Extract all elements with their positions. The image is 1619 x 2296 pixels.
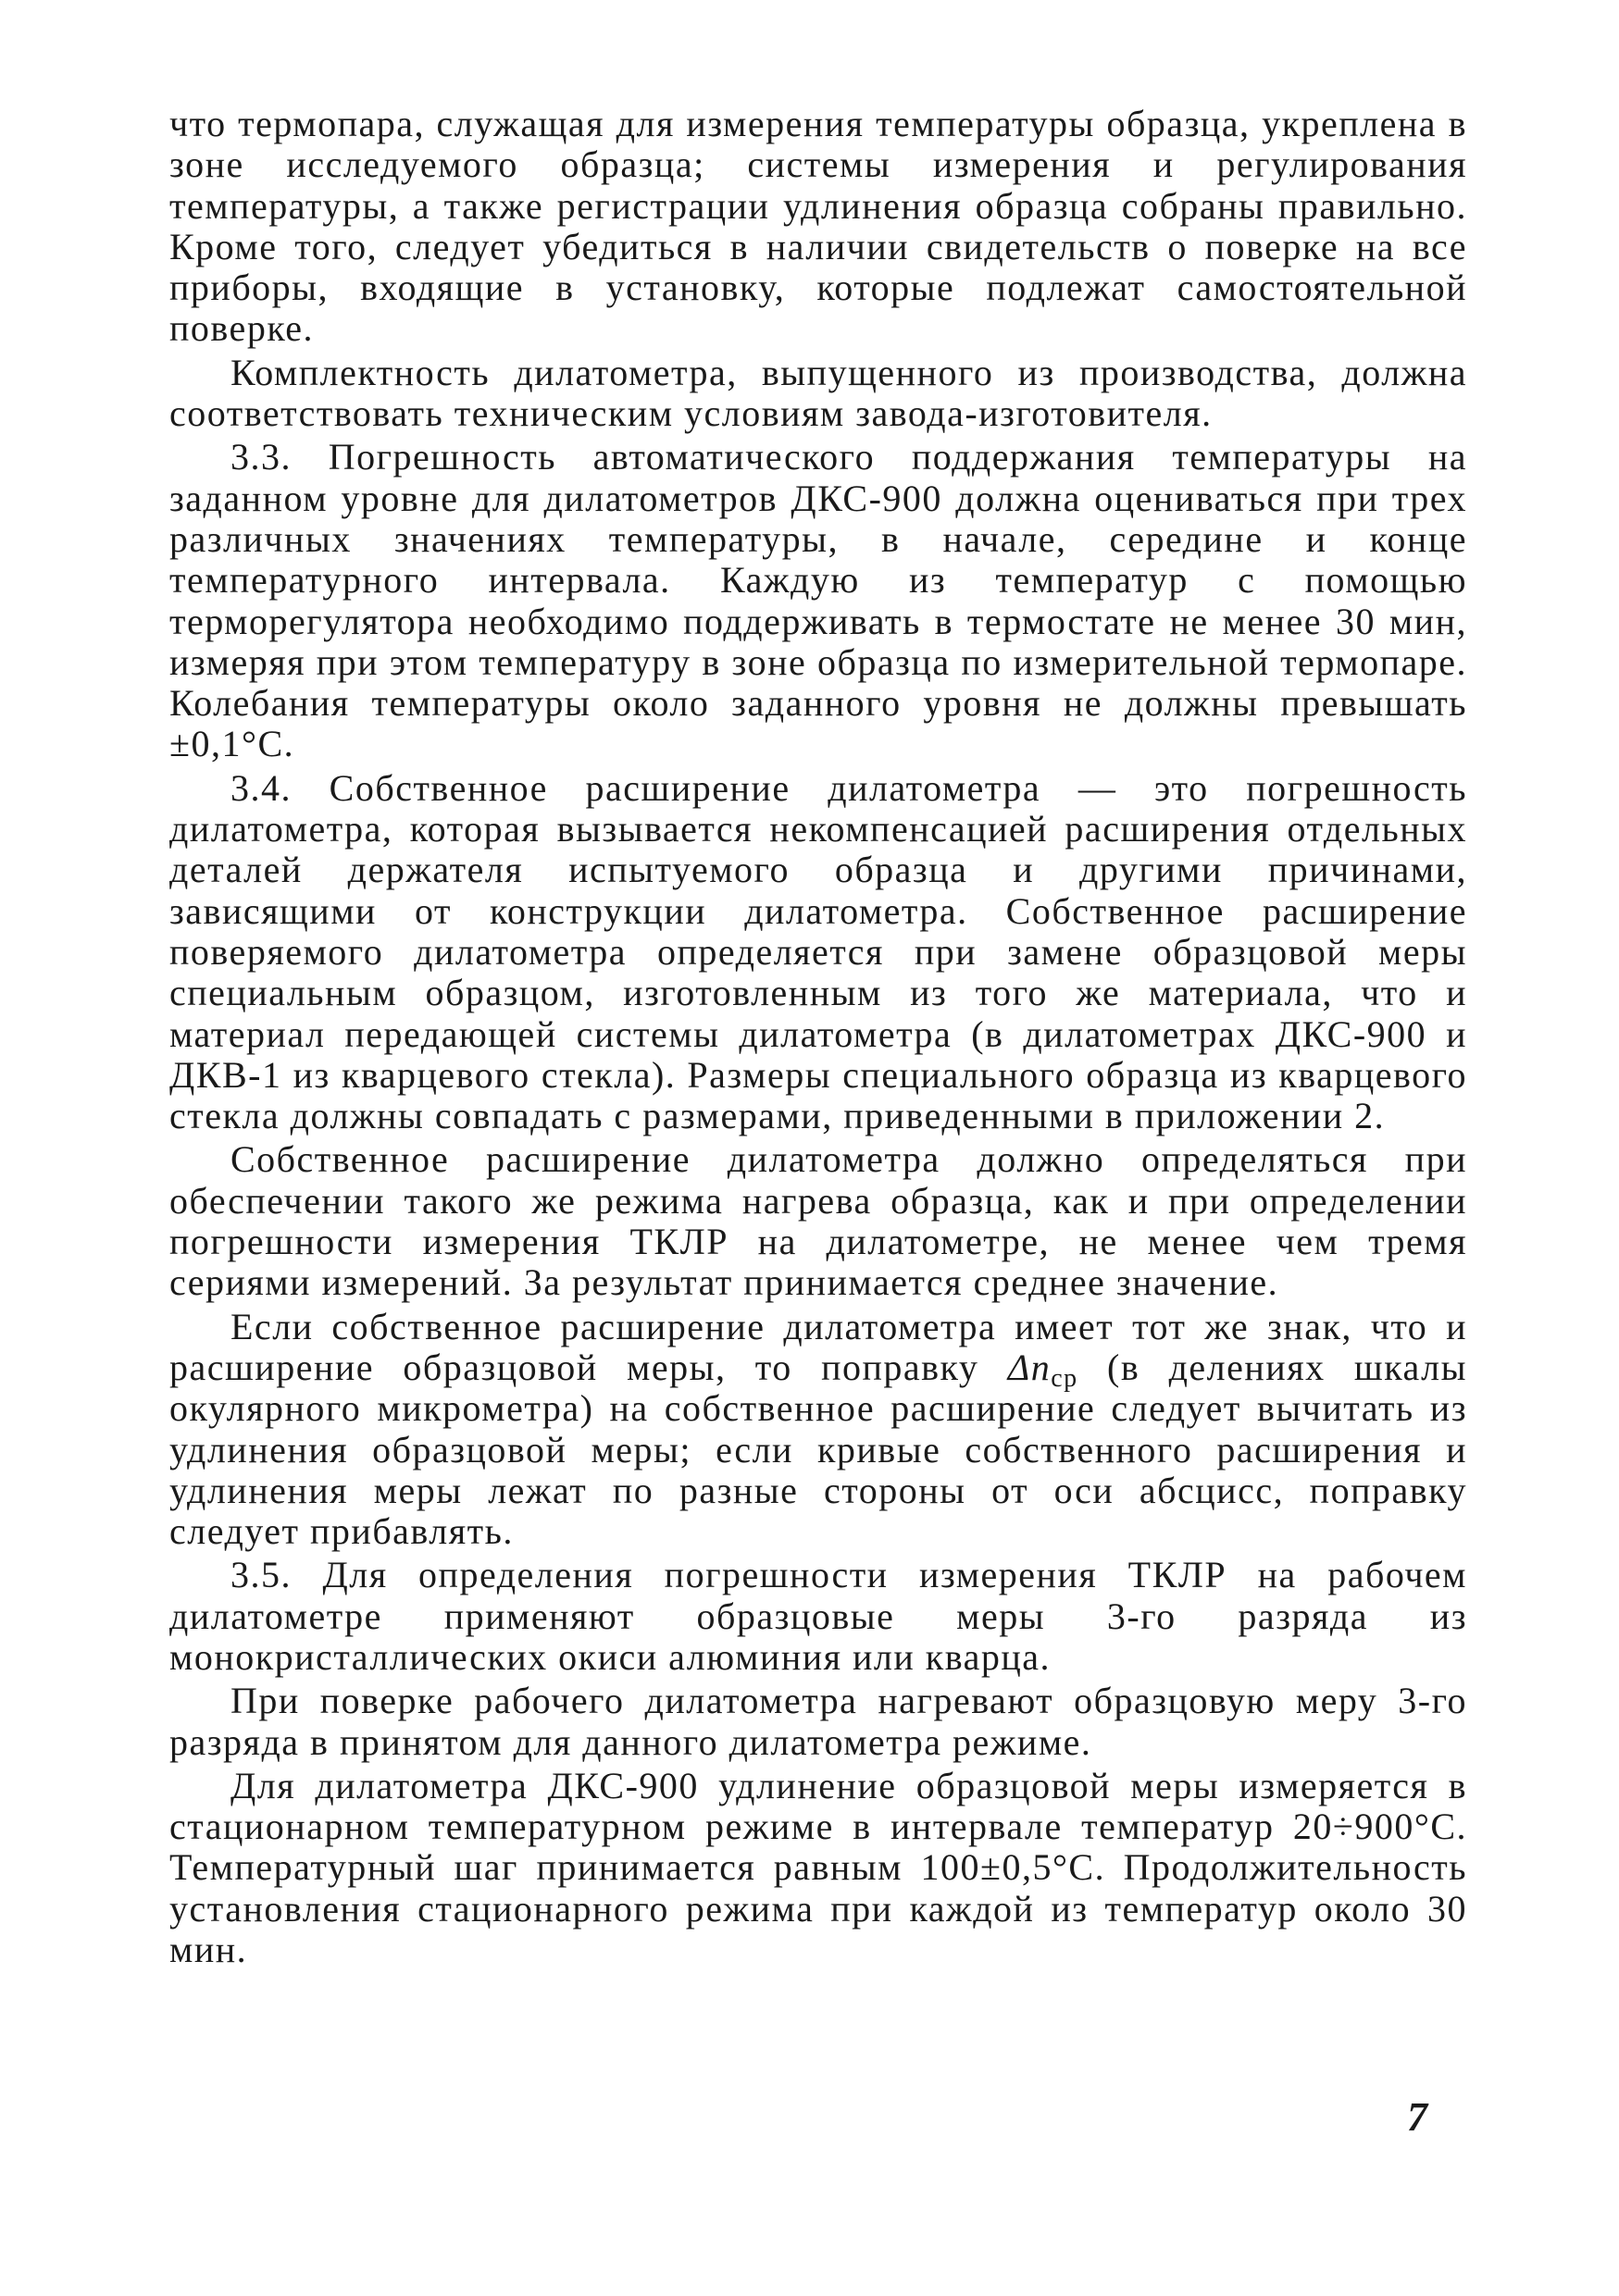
correction-symbol: Δn bbox=[1007, 1346, 1052, 1388]
paragraph-intro: что термопара, служащая для измерения температуры образца, укреплена в зоне исследуемого образца; системы измерения и регулирования температуры, а также регистрации удлинения образца собраны правильно. Кроме того, следует убедиться в наличии свидетельств о поверке на все приборы, входящие в установку, которые подлежат самостоятельной поверке. bbox=[169, 103, 1467, 350]
correction-lead-text: Если собственное расширение дилатометра имеет тот же знак, что и расширение образцовой меры, то поправку bbox=[169, 1305, 1467, 1388]
paragraph-correction bbox=[169, 1307, 1467, 1553]
correction-subscript: ср bbox=[1051, 1363, 1078, 1393]
page-number: 7 bbox=[1407, 2094, 1427, 2140]
paragraph-completeness: Комплектность дилатометра, выпущенного из производства, должна соответствовать техническим условиям завода-изготовителя. bbox=[169, 351, 1467, 435]
paragraph-own-expansion: Собственное расширение дилатометра должно определяться при обеспечении такого же режима нагрева образца, как и при определении погрешности измерения ТКЛР на дилатометре, не менее чем тремя сериями измерений. За результат принимается среднее значение. bbox=[169, 1138, 1467, 1304]
paragraph-3-4: 3.4. Собственное расширение дилатометра — это погрешность дилатометра, которая вызывается некомпенсацией расширения отдельных деталей держателя испытуемого образца и другими причинами, зависящими от конструкции дилатометра. Собственное расширение поверяемого дилатометра определяется при замене образцовой меры специальным образцом, изготовленным из того же материала, что и материал передающей системы дилатометра (в дилатометрах ДКС-900 и ДКВ-1 из кварцевого стекла). Размеры специального образца из кварцевого стекла должны совпадать с размерами, приведенными в приложении 2. bbox=[169, 766, 1467, 1137]
paragraph-3-5: 3.5. Для определения погрешности измерения ТКЛР на рабочем дилатометре применяют образцовые меры 3-го разряда из монокристаллических окиси алюминия или кварца. bbox=[169, 1554, 1467, 1678]
correction-tail-text: (в делениях шкалы окулярного микрометра) на собственное расширение следует вычитать из удлинения образцовой меры; если кривые собственного расширения и удлинения меры лежат по разные стороны от оси абсцисс, поправку следует прибавлять. bbox=[169, 1346, 1467, 1553]
paragraph-dks-900: Для дилатометра ДКС-900 удлинение образцовой меры измеряется в стационарном температурном режиме в интервале температур 20÷900°С. Температурный шаг принимается равным 100±0,5°С. Продолжительность установления стационарного режима при каждой из температур около 30 мин. bbox=[169, 1764, 1467, 1971]
page-body bbox=[169, 104, 1467, 1973]
paragraph-verification: При поверке рабочего дилатометра нагревают образцовую меру 3-го разряда в принятом для данного дилатометра режиме. bbox=[169, 1680, 1467, 1763]
paragraph-3-3: 3.3. Погрешность автоматического поддержания температуры на заданном уровне для дилатометров ДКС-900 должна оцениваться при трех различных значениях температуры, в начале, середине и конце температурного интервала. Каждую из температур с помощью терморегулятора необходимо поддерживать в термостате не менее 30 мин, измеряя при этом температуру в зоне образца по измерительной термопаре. Колебания температуры около заданного уровня не должны превышать ±0,1°С. bbox=[169, 436, 1467, 765]
